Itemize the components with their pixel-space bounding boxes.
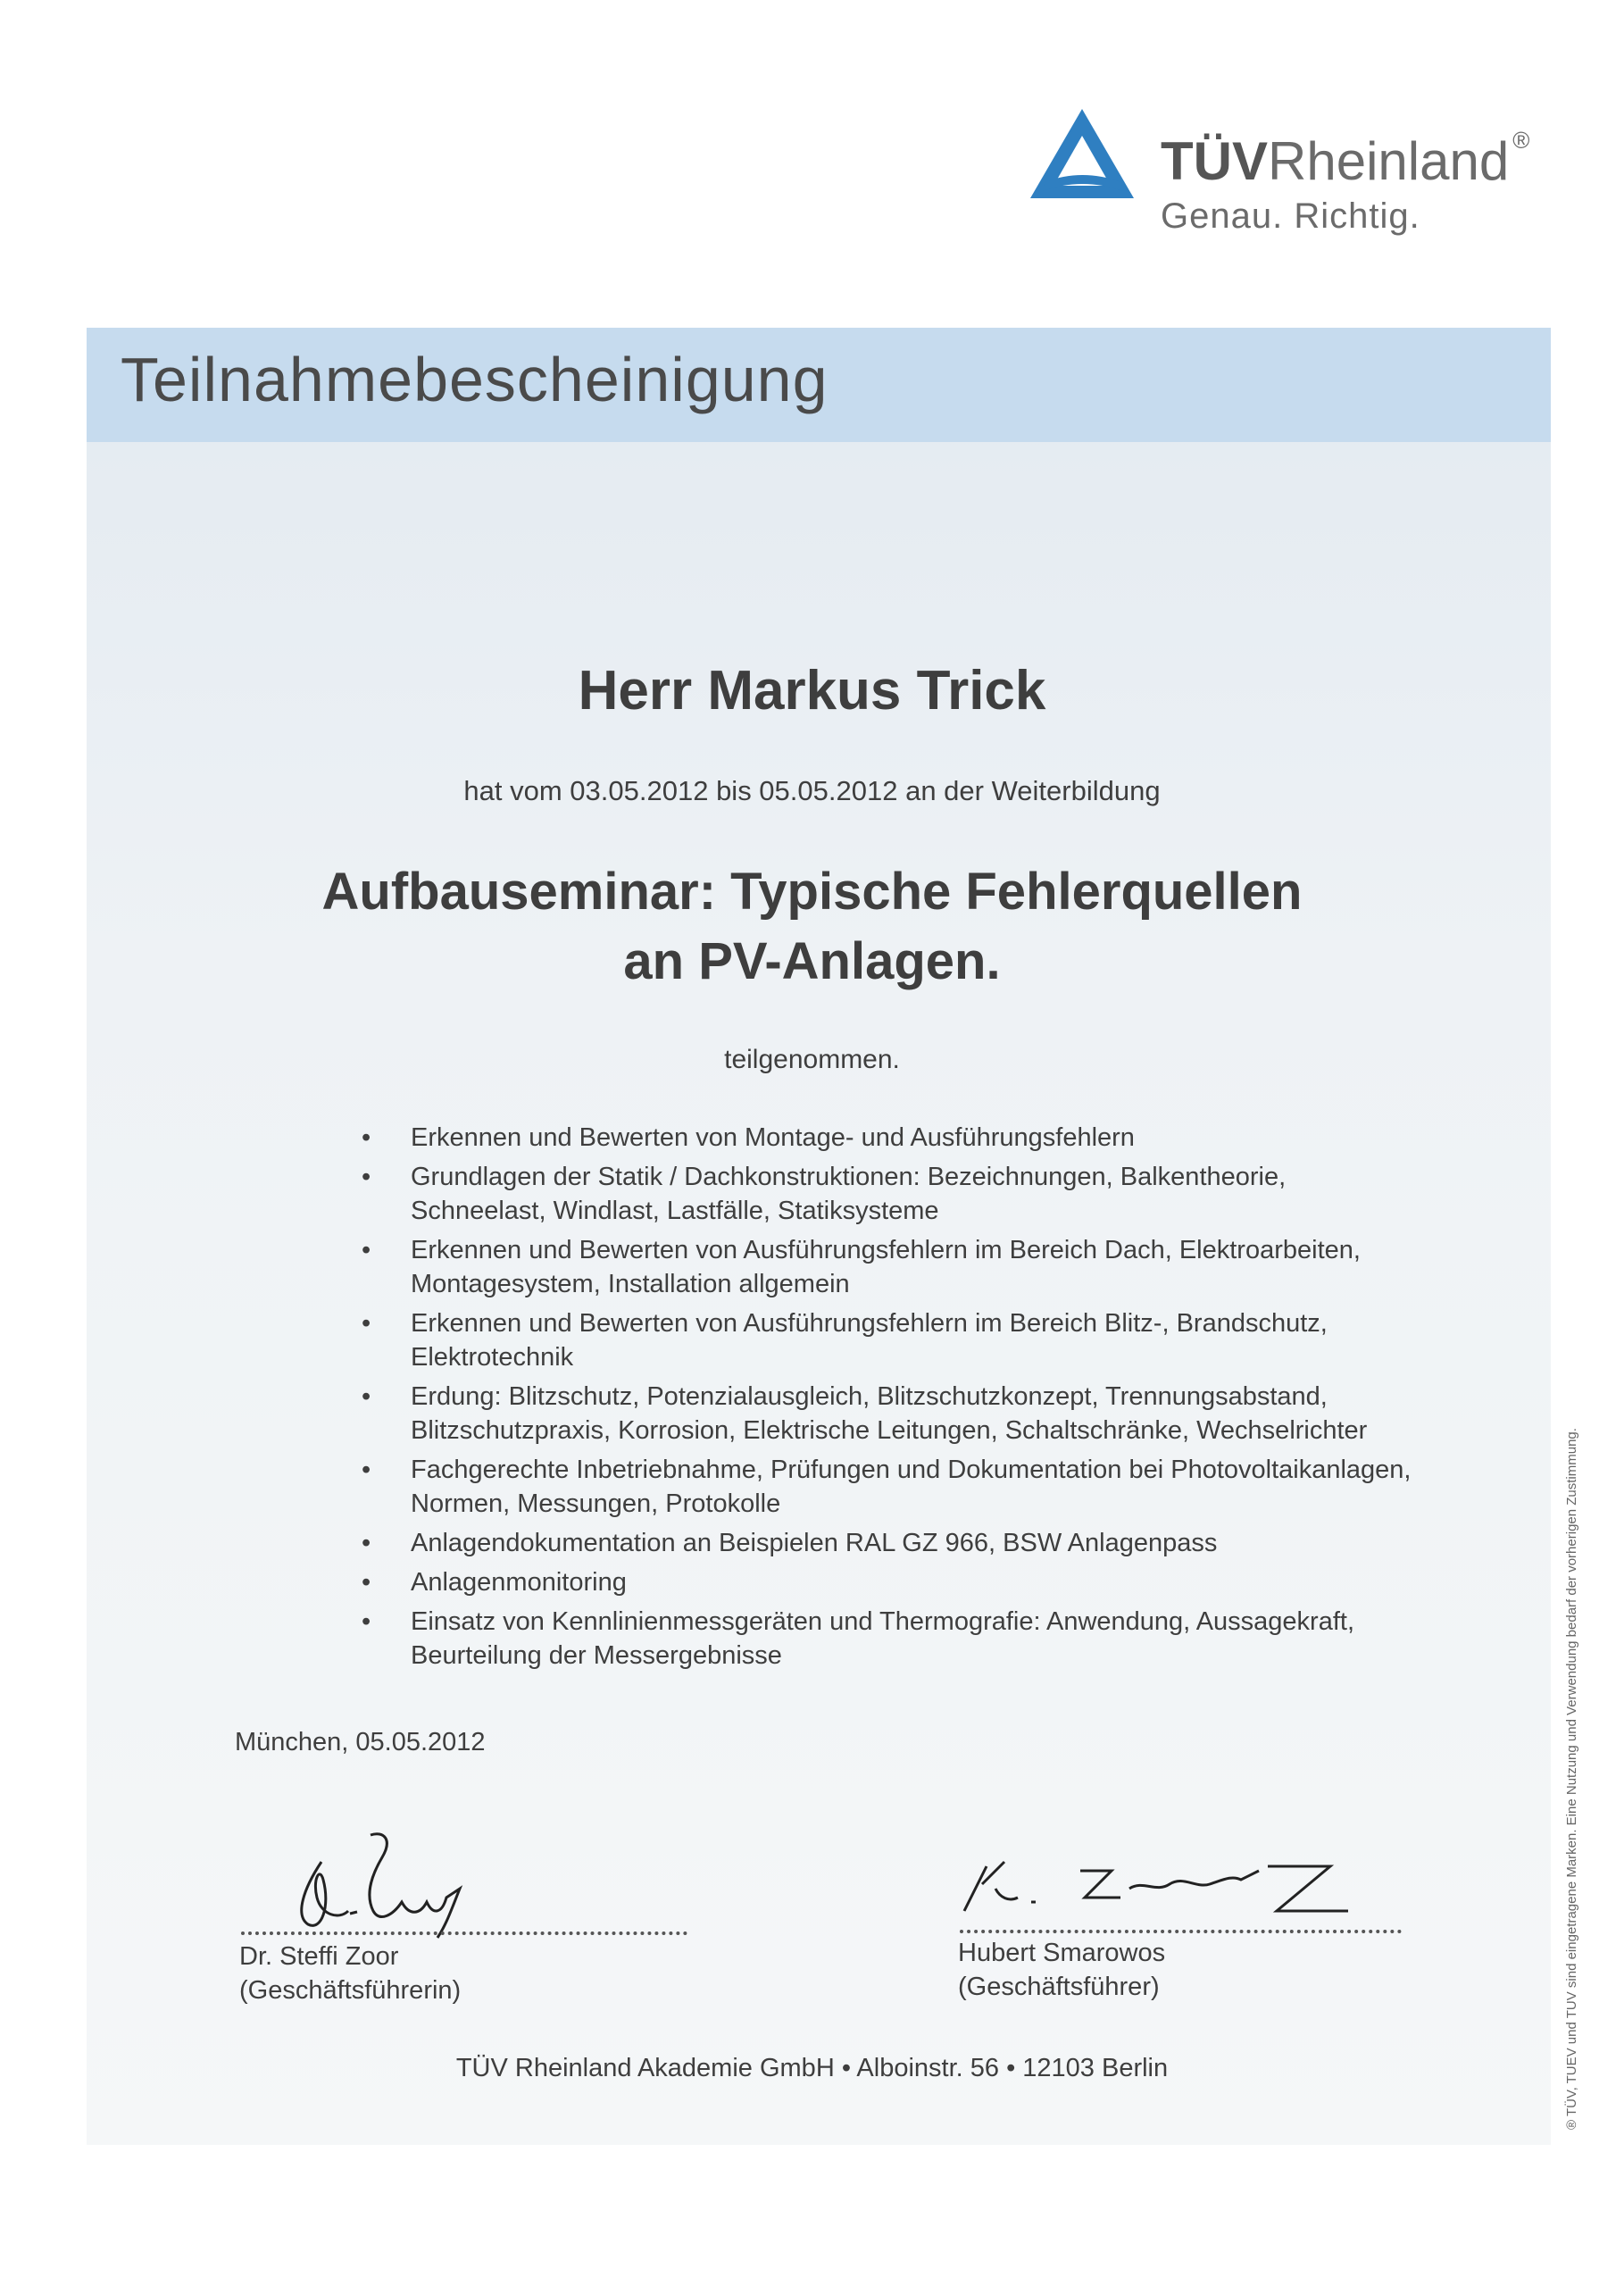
footer-address: TÜV Rheinland Akademie GmbH • Alboinstr. 56 • 12103 Berlin [455,2054,1169,2082]
signature-line-2 [960,1930,1402,1933]
topic-text: Anlagendokumentation an Beispielen RAL GZ 966, BSW Anlagenpass [411,1529,1218,1557]
course-title-line-2: an PV-Anlagen. [623,932,1001,990]
signer-2-role: (Geschäftsführer) [958,1973,1160,2001]
handwritten-signature-icon [955,1848,1384,1938]
bullet: • [362,1456,371,1484]
topic-item [353,1306,1415,1374]
topic-text: Fachgerechte Inbetriebnahme, Prüfungen und Dokumentation bei Photovoltaikanlagen, Normen, Messungen, Protokolle [411,1456,1412,1518]
signer-1-role: (Geschäftsführerin) [239,1976,462,2005]
brand-name [1161,127,1530,192]
topic-item [353,1233,1415,1301]
handwritten-signature-icon [268,1826,500,1942]
place-date: München, 05.05.2012 [235,1728,486,1756]
topic-text: Erkennen und Bewerten von Montage- und Ausführungsfehlern [411,1123,1135,1152]
topic-list [353,1121,1415,1678]
bullet: • [362,1123,371,1152]
bullet: • [362,1382,371,1411]
topic-text: Erdung: Blitzschutz, Potenzialausgleich, Blitzschutzkonzept, Trennungsabstand, Blitzschutzpraxis, Korrosion, Elektrische Leitungen, Schaltschränke, Wechselrichter [411,1382,1368,1445]
topic-text: Anlagenmonitoring [411,1568,627,1597]
bullet: • [362,1529,371,1557]
brand-bold: TÜV [1161,131,1268,191]
signer-2 [958,1936,1165,2004]
bullet: • [362,1236,371,1264]
bullet: • [362,1568,371,1597]
signer-2-name: Hubert Smarowos [958,1939,1166,1967]
topic-item [353,1121,1415,1155]
bullet: • [362,1309,371,1338]
brand-slogan: Genau. Richtig. [1161,196,1420,236]
bullet: • [362,1607,371,1636]
brand-light: Rheinland [1268,131,1510,191]
topic-item [353,1605,1415,1673]
topic-text: Einsatz von Kennlinienmessgeräten und Thermografie: Anwendung, Aussagekraft, Beurteilung der Messergebnisse [411,1607,1355,1670]
signature-zoor [268,1826,500,1942]
topic-item [353,1160,1415,1228]
course-title-line-1: Aufbauseminar: Typische Fehlerquellen [321,863,1303,921]
signer-1 [239,1940,461,2007]
course-period: hat vom 03.05.2012 bis 05.05.2012 an der Weiterbildung [463,775,1161,806]
bullet: • [362,1163,371,1191]
topic-text: Grundlagen der Statik / Dachkonstruktionen: Bezeichnungen, Balkentheorie, Schneelast, Windlast, Lastfälle, Statiksysteme [411,1163,1287,1225]
course-title [0,857,1624,997]
topic-item [353,1526,1415,1560]
topic-item [353,1565,1415,1599]
signature-line-1 [241,1931,687,1935]
signer-1-name: Dr. Steffi Zoor [239,1942,399,1971]
topic-text: Erkennen und Bewerten von Ausführungsfehlern im Bereich Dach, Elektroarbeiten, Montagesystem, Installation allgemein [411,1236,1361,1298]
participant-name: Herr Markus Trick [578,660,1046,722]
took-part-text: teilgenommen. [724,1045,900,1074]
trademark-note: ® TÜV, TUEV und TUV sind eingetragene Marken. Eine Nutzung und Verwendung bedarf der vorherigen Zustimmung. [1564,1428,1579,2130]
tuv-rheinland-logo [1027,105,1562,248]
topic-text: Erkennen und Bewerten von Ausführungsfehlern im Bereich Blitz-, Brandschutz, Elektrotechnik [411,1309,1328,1372]
registered-mark: ® [1512,127,1530,154]
signature-smarowos [955,1848,1384,1938]
certificate-title: Teilnahmebescheinigung [121,345,829,414]
topic-item [353,1453,1415,1521]
tuv-triangle-icon [1027,105,1138,204]
topic-item [353,1380,1415,1448]
